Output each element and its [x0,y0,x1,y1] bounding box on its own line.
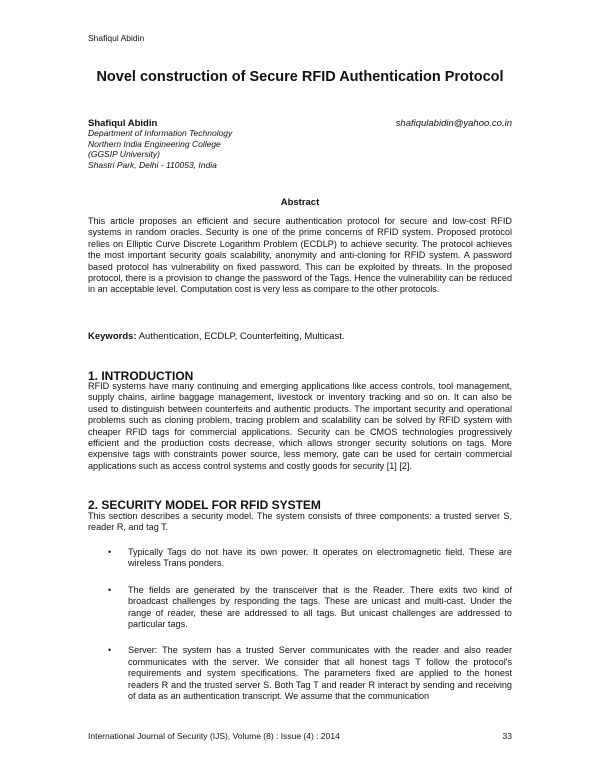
abstract-text: This article proposes an efficient and secure authentication protocol for secure and low-cost RFID systems in random oracles. Security is one of the prime concerns of RFID system. Proposed protocol relies on Elliptic Curve Discrete Logarithm Problem (ECDLP) to achieve security. The protocol achieves the most important security goals scalability, anonymity and anti-cloning for RFID system. A password based protocol has vulnerability on fixed password. This can be exploited by threats. In the proposed protocol, there is a provision to change the password of the Tags. Hence the vulnerability can be reduced in an acceptable level. Computation cost is very less as compare to the other protocols. [88,216,512,295]
affiliation-line: Department of Information Technology [88,128,233,138]
list-item: • Typically Tags do not have its own power. It operates on electromagnetic field. These are wireless Trans ponders. [108,547,512,569]
keywords-label: Keywords: [88,331,137,342]
abstract-heading: Abstract [280,197,320,208]
affiliation-line: (GGSIP University) [88,149,160,159]
running-head: Shafiqul Abidin [88,33,145,43]
section-heading-security-model: 2. SECURITY MODEL FOR RFID SYSTEM [88,498,321,512]
introduction-text: RFID systems have many continuing and emerging applications like access controls, tool management, supply chains, airline baggage management, livestock or inventory tracking and so on. It can also be used to distinguish between counterfeits and authentic products. The important security and operational problems such as cloning problem, tracing problem and scalability can be solved by RFID system with cheaper RFID tags for commercial applications. Security can be CMOS technologies progressively efficient and the production costs decrease, which allows stronger security solutions on tags. More expensive tags with constraints power source, less memory, gate can be used for certain commercial applications such as access control systems and costly goods for security [1] [2]. [88,381,512,471]
bullet-icon: • [108,645,112,656]
section-heading-introduction: 1. INTRODUCTION [88,369,194,383]
list-item: • Server: The system has a trusted Server communicates with the reader and also reader communicates with the server. We consider that all honest tags T follow the protocol's requirements and system specifications. The parameters fixed are applied to the honest readers R and the trusted server S. Both Tag T and reader R interact by sending and receiving of data as an authentication transcript. We assume that the communication [108,645,512,702]
paper-title: Novel construction of Secure RFID Authentication Protocol [96,69,504,85]
bullet-icon: • [108,584,112,595]
list-item: • The fields are generated by the transceiver that is the Reader. There exits two kind of broadcast challenges by responding the tags. These are unicast and multi-cast. Under the range of reader, these are addressed to all tags. But unicast challenges are addressed to particular tags. [108,584,512,630]
footer-journal: International Journal of Security (IJS), Volume (8) : Issue (4) : 2014 [88,731,340,741]
security-model-bullets [108,547,512,717]
page-number: 33 [502,731,512,741]
bullet-icon: • [108,547,112,557]
author-email[interactable]: shafiqulabidin@yahoo.co.in [395,118,512,129]
affiliation-line: Shastri Park, Delhi - 110053, India [88,159,217,170]
keywords [88,331,344,342]
affiliation-line: Northern India Engineering College [88,138,221,149]
author-name: Shafiqul Abidin [88,118,158,129]
author-affiliation [88,128,232,170]
keywords-text: Authentication, ECDLP, Counterfeiting, Multicast. [138,331,345,342]
security-model-text: This section describes a security model. The system consists of three components: a trusted server S, reader R, and tag T. [88,511,512,533]
